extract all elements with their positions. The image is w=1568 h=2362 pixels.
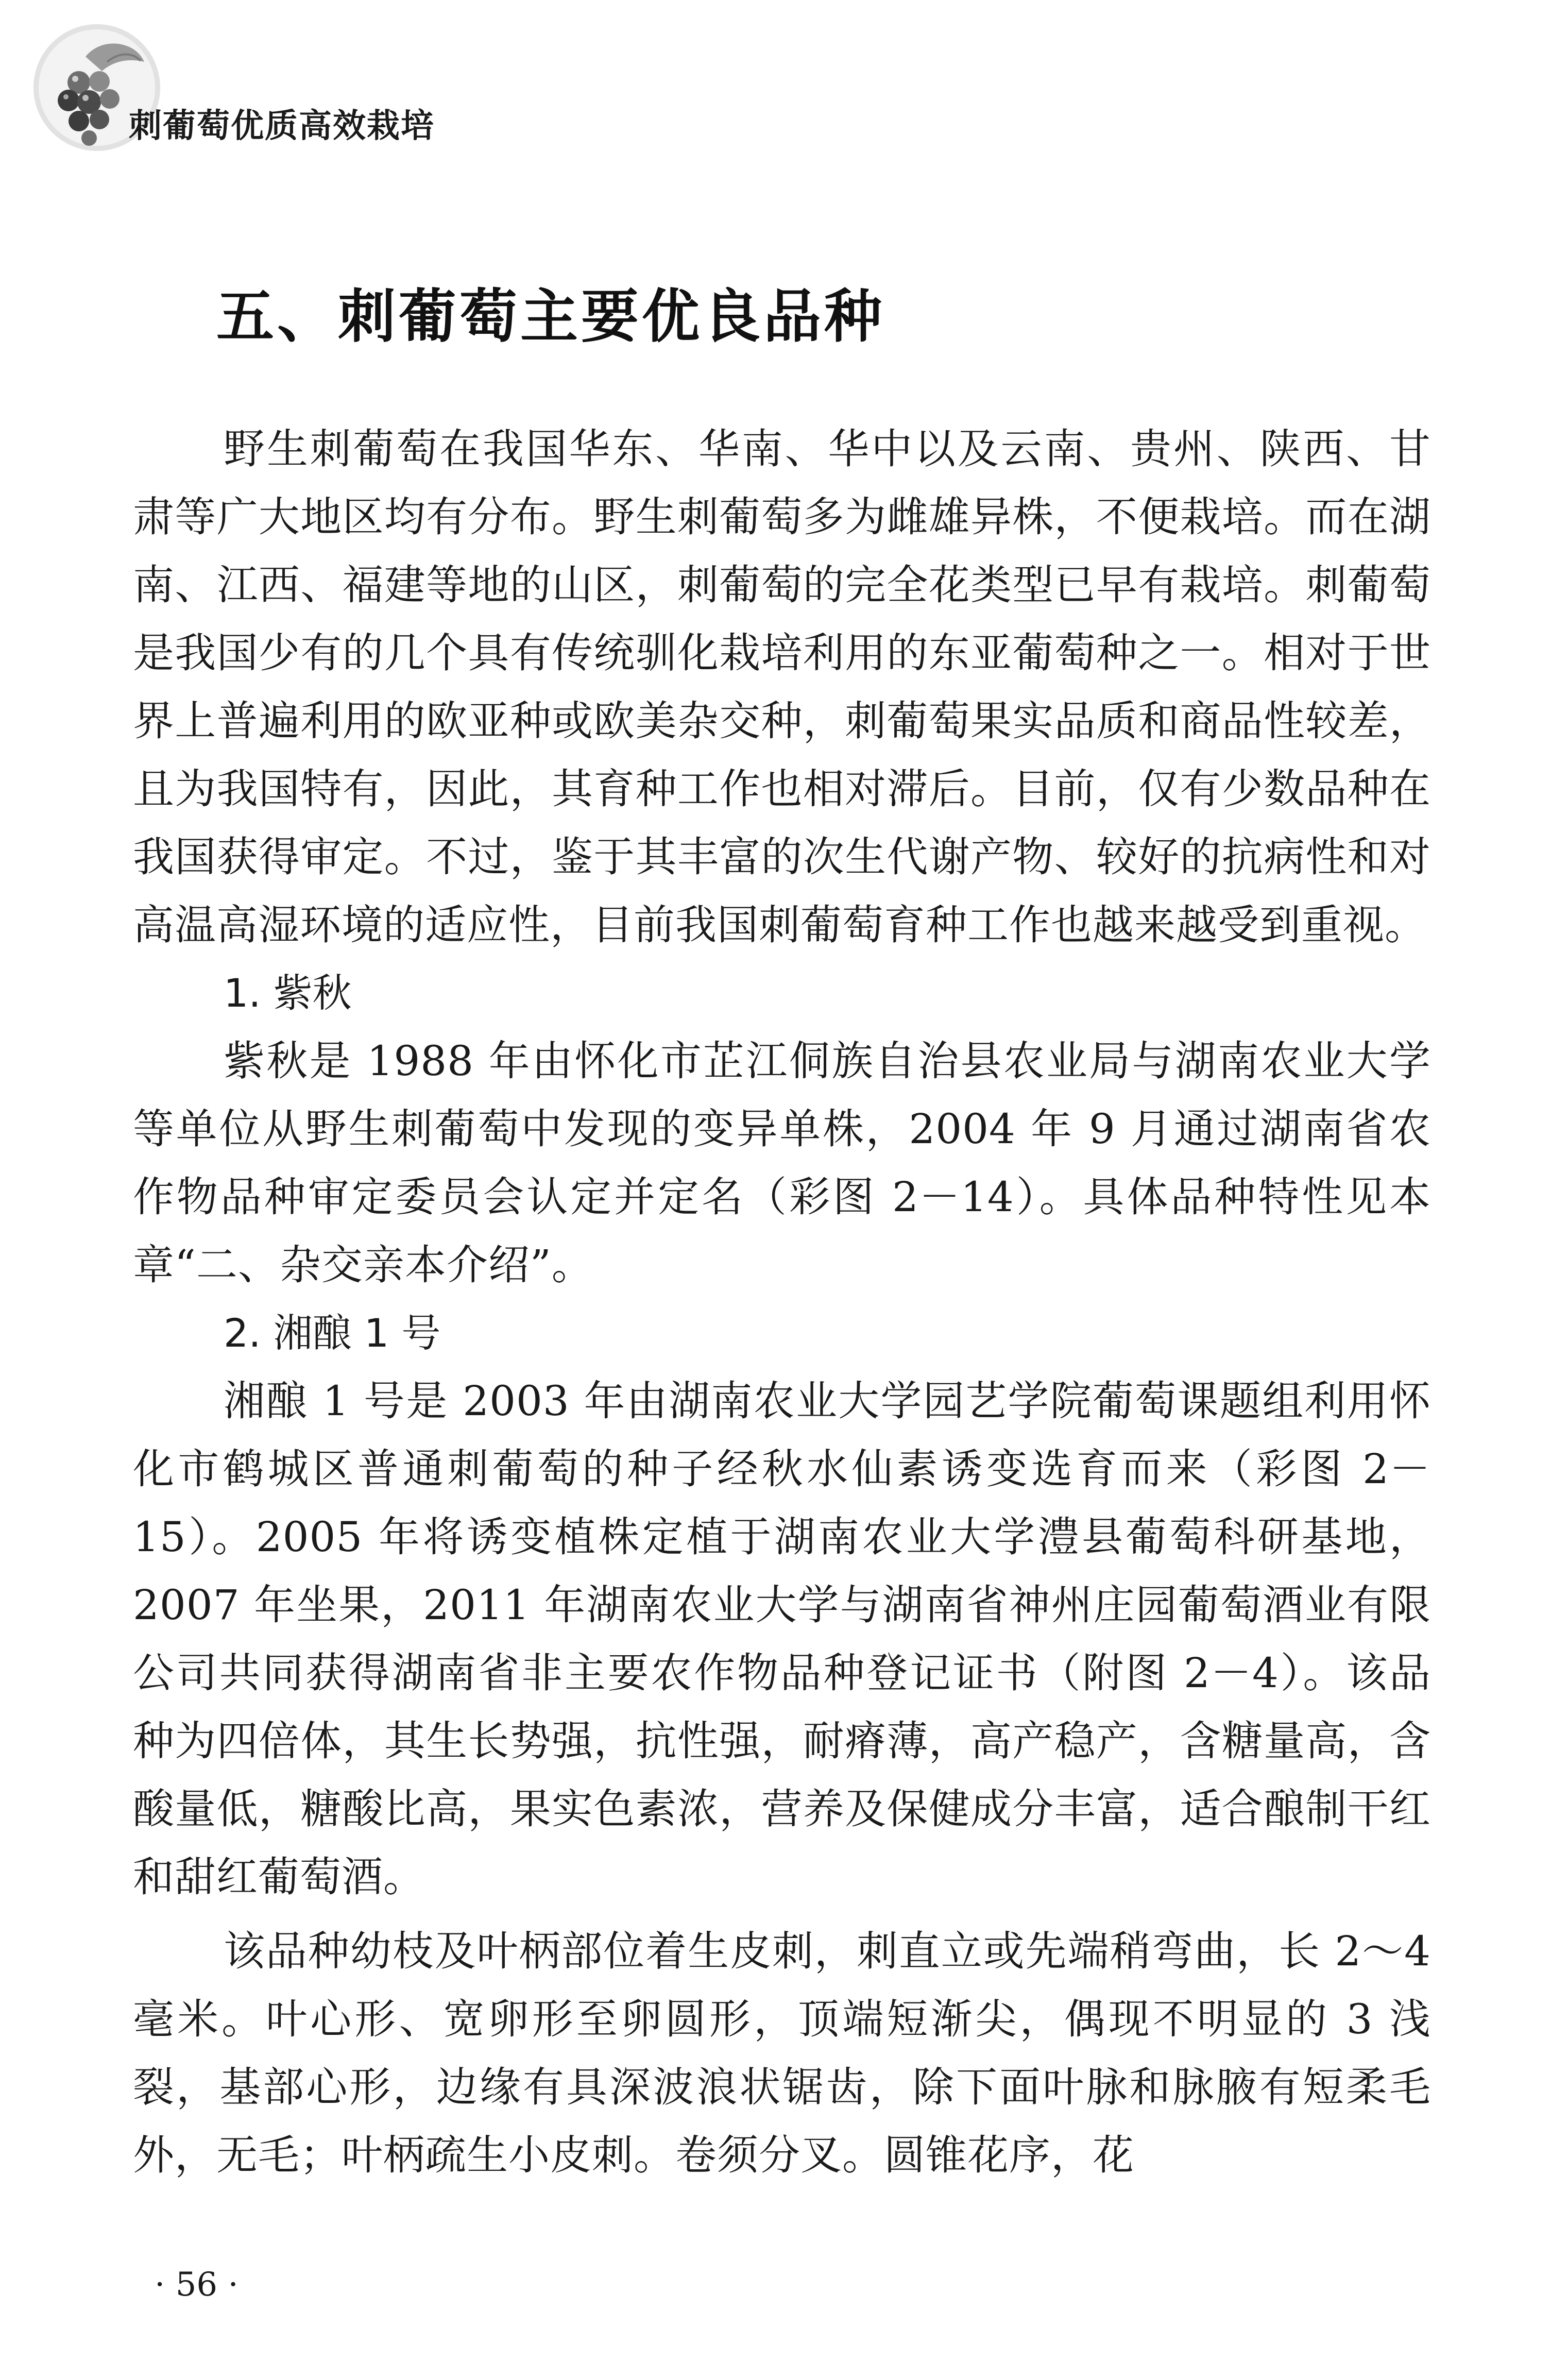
body-text — [133, 415, 1431, 2189]
page-number: · 56 · — [155, 2266, 238, 2304]
variety-paragraph-ziqiu: 紫秋是 1988 年由怀化市芷江侗族自治县农业局与湖南农业大学等单位从野生刺葡萄中发现的变异单株，2004 年 9 月通过湖南省农作物品种审定委员会认定并定名（彩图 2－14）。具体品种特性见本章“二、杂交亲本介绍”。 — [133, 1037, 1431, 1289]
running-head: 刺葡萄优质高效栽培 — [129, 107, 435, 145]
variety-heading-xiangniang: 2. 湘酿 1 号 — [224, 1310, 441, 1356]
morphology-paragraph: 该品种幼枝及叶柄部位着生皮刺，刺直立或先端稍弯曲，长 2～4 毫米。叶心形、宽卵形至卵圆形，顶端短渐尖，偶现不明显的 3 浅裂，基部心形，边缘有具深波浪状锯齿，除下面叶脉和脉腋有短柔毛外，无毛；叶柄疏生小皮刺。卷须分叉。圆锥花序，花 — [133, 1927, 1431, 2179]
section-title: 五、刺葡萄主要优良品种 — [216, 283, 885, 350]
intro-paragraph: 野生刺葡萄在我国华东、华南、华中以及云南、贵州、陕西、甘肃等广大地区均有分布。野生刺葡萄多为雌雄异株，不便栽培。而在湖南、江西、福建等地的山区，刺葡萄的完全花类型已早有栽培。刺葡萄是我国少有的几个具有传统驯化栽培利用的东亚葡萄种之一。相对于世界上普遍利用的欧亚种或欧美杂交种，刺葡萄果实品质和商品性较差，且为我国特有，因此，其育种工作也相对滞后。目前，仅有少数品种在我国获得审定。不过，鉴于其丰富的次生代谢产物、较好的抗病性和对高温高湿环境的适应性，目前我国刺葡萄育种工作也越来越受到重视。 — [133, 425, 1431, 949]
variety-heading-ziqiu: 1. 紫秋 — [224, 970, 352, 1016]
variety-paragraph-xiangniang: 湘酿 1 号是 2003 年由湖南农业大学园艺学院葡萄课题组利用怀化市鹤城区普通刺葡萄的种子经秋水仙素诱变选育而来（彩图 2－15）。2005 年将诱变植株定植于湖南农业大学澧县葡萄科研基地，2007 年坐果，2011 年湖南农业大学与湖南省神州庄园葡萄酒业有限公司共同获得湖南省非主要农作物品种登记证书（附图 2－4）。该品种为四倍体，其生长势强，抗性强，耐瘠薄，高产稳产，含糖量高，含酸量低，糖酸比高，果实色素浓，营养及保健成分丰富，适合酿制干红和甜红葡萄酒。 — [133, 1377, 1431, 1901]
